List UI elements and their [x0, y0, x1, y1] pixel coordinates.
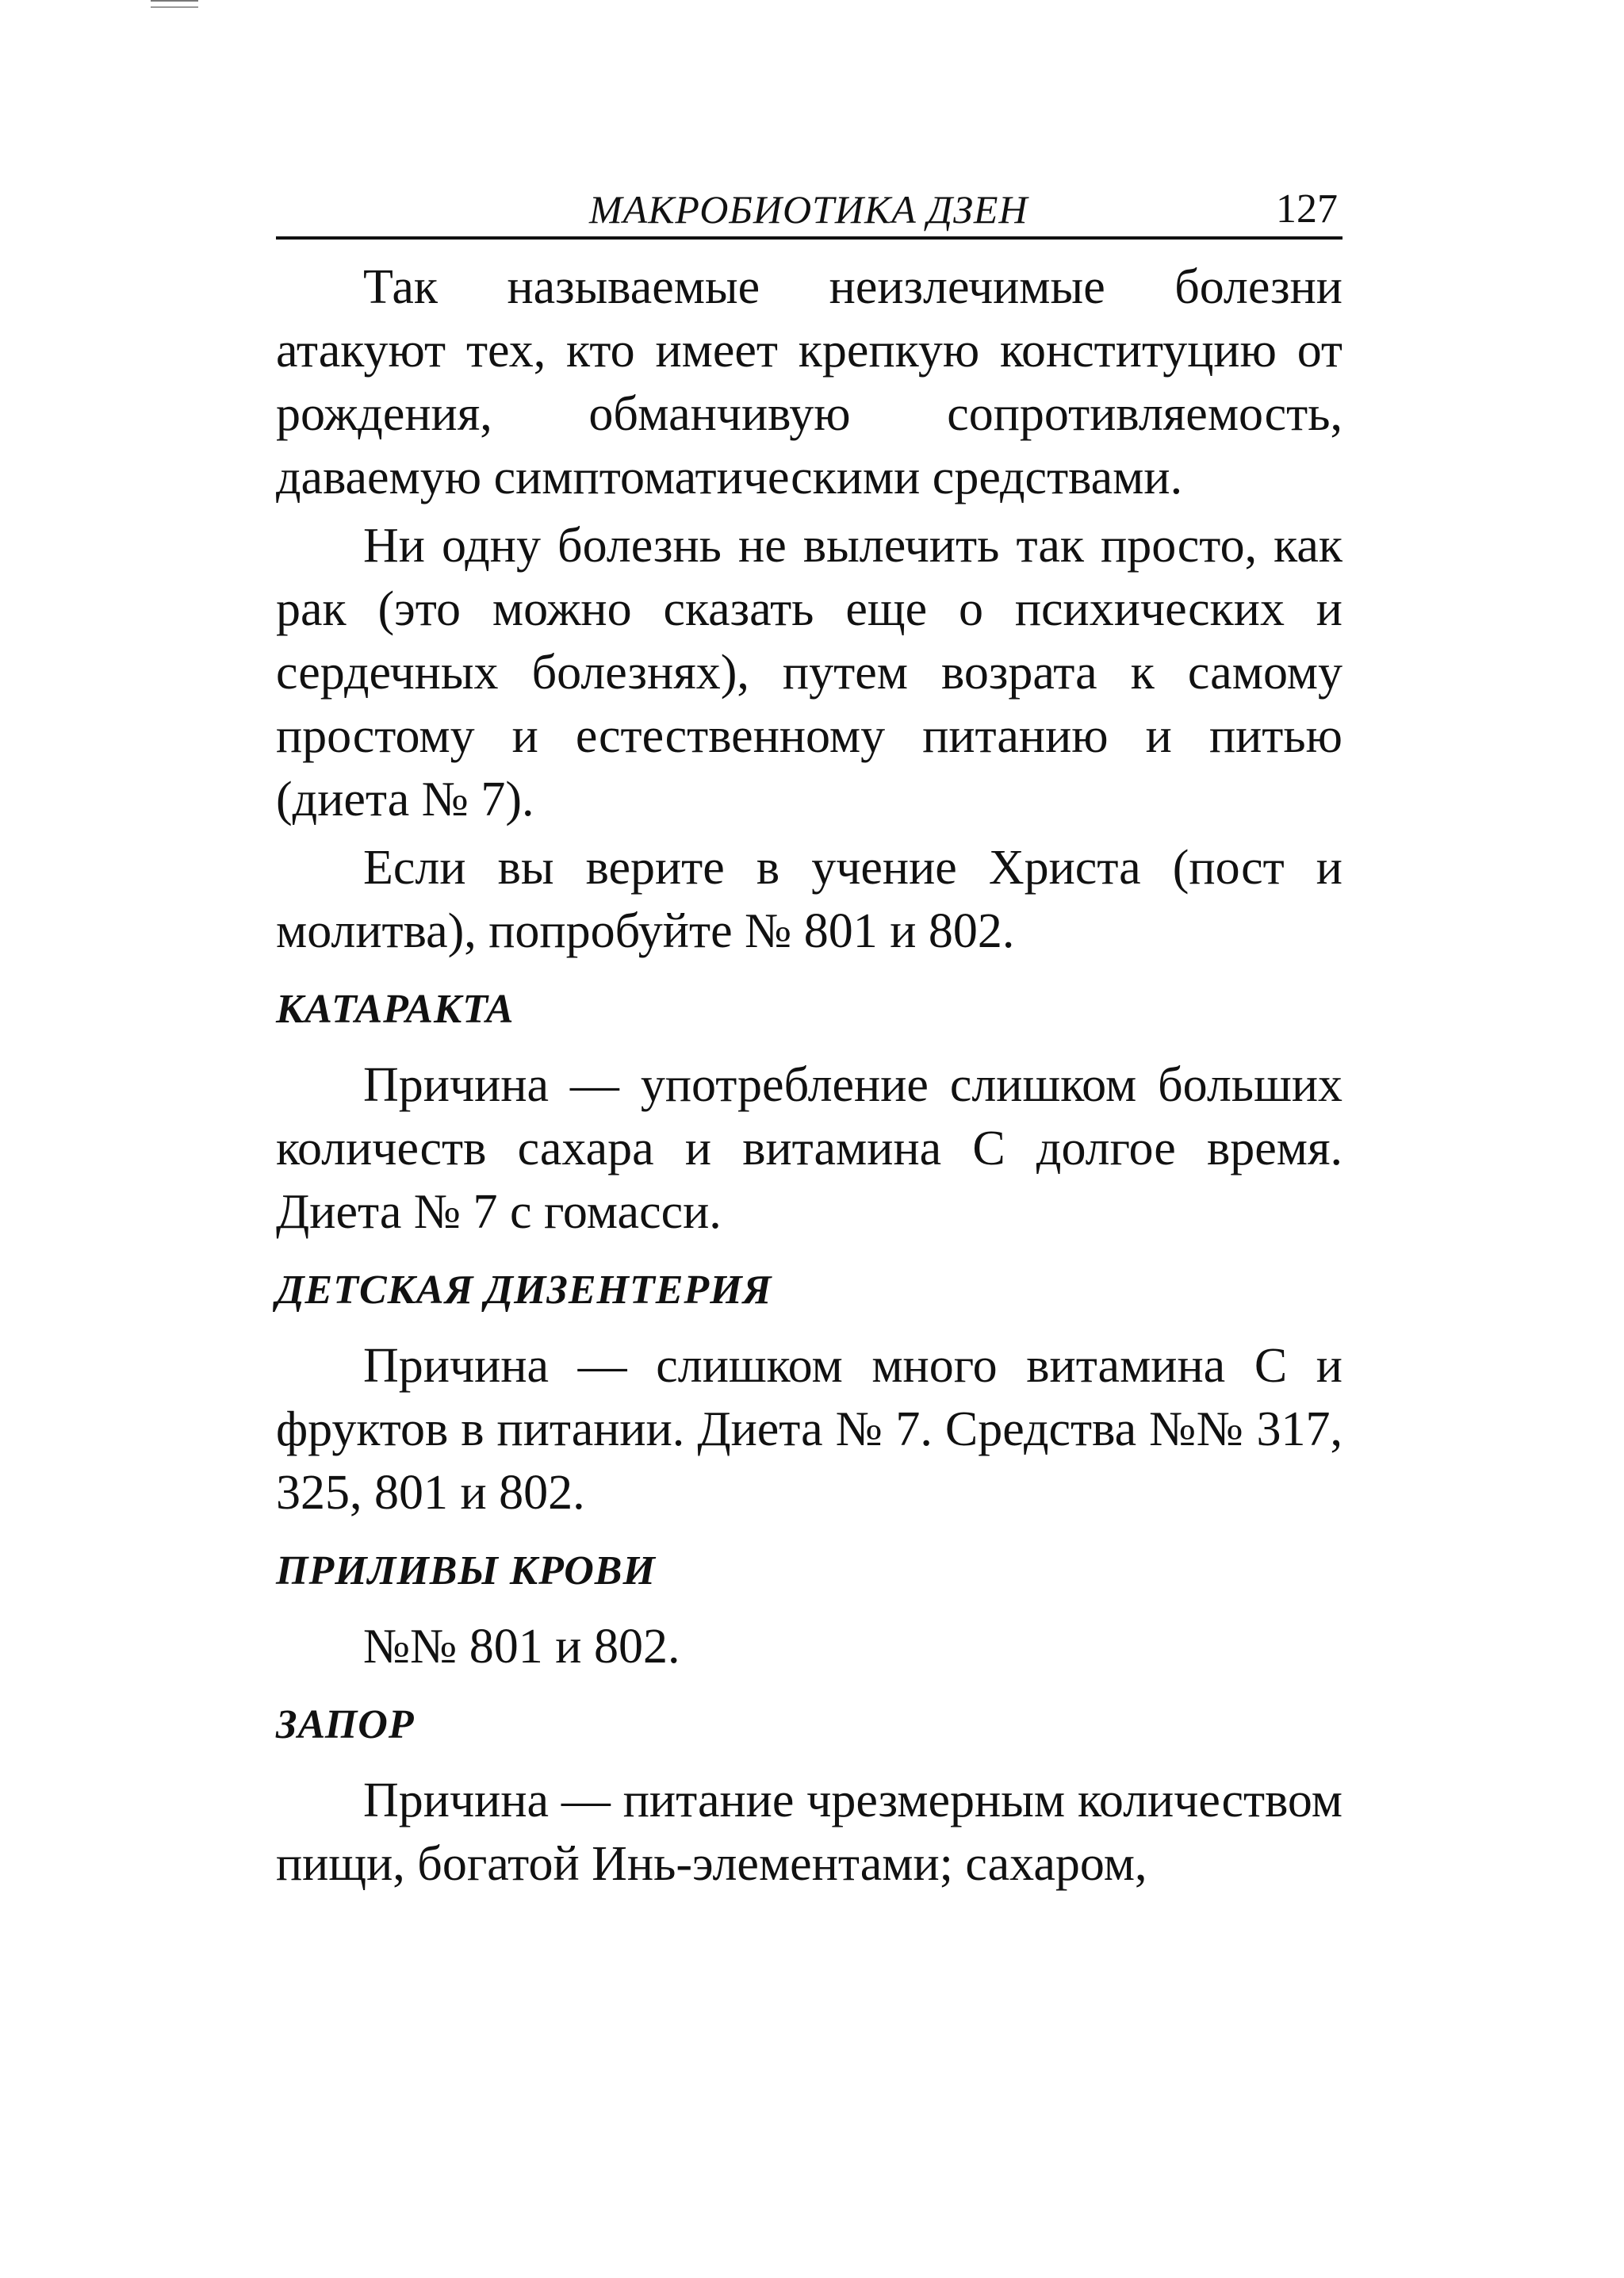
section-heading-constipation: ЗАПОР	[276, 1702, 415, 1747]
page-number: 127	[1276, 186, 1338, 232]
running-title: МАКРОБИОТИКА ДЗЕН	[589, 187, 1028, 232]
paragraph: Ни одну болезнь не вылечить так просто, как рак (это можно сказать еще о психических и сердечных болезнях), путем возрата к самому простому и естественному питанию и питью (диета № 7).	[276, 519, 1342, 826]
running-head	[276, 182, 1342, 240]
paragraph: Причина — питание чрезмерным количеством пищи, богатой Инь-элементами; сахаром,	[276, 1774, 1342, 1891]
body-text	[276, 255, 1342, 1896]
paragraph: Если вы верите в учение Христа (пост и молитва), попробуйте № 801 и 802.	[276, 841, 1342, 958]
section-heading-cataract: КАТАРАКТА	[276, 987, 515, 1032]
section-heading-dysentery: ДЕТСКАЯ ДИЗЕНТЕРИЯ	[276, 1267, 772, 1313]
paragraph: Так называемые неизлечимые болезни атакуют тех, кто имеет крепкую конституцию от рождения, обманчивую сопротивляемость, даваемую симптоматическими средствами.	[276, 260, 1342, 504]
paragraph: Причина — употребление слишком больших количеств сахара и витамина С долгое время. Диета № 7 с гомасси.	[276, 1058, 1342, 1239]
paragraph: №№ 801 и 802.	[363, 1620, 680, 1674]
scan-corner-mark	[151, 0, 198, 8]
paragraph: Причина — слишком много витамина С и фруктов в питании. Диета № 7. Средства №№ 317, 325, 801 и 802.	[276, 1339, 1342, 1520]
book-page	[276, 182, 1342, 1900]
section-heading-flushes: ПРИЛИВЫ КРОВИ	[276, 1548, 656, 1593]
